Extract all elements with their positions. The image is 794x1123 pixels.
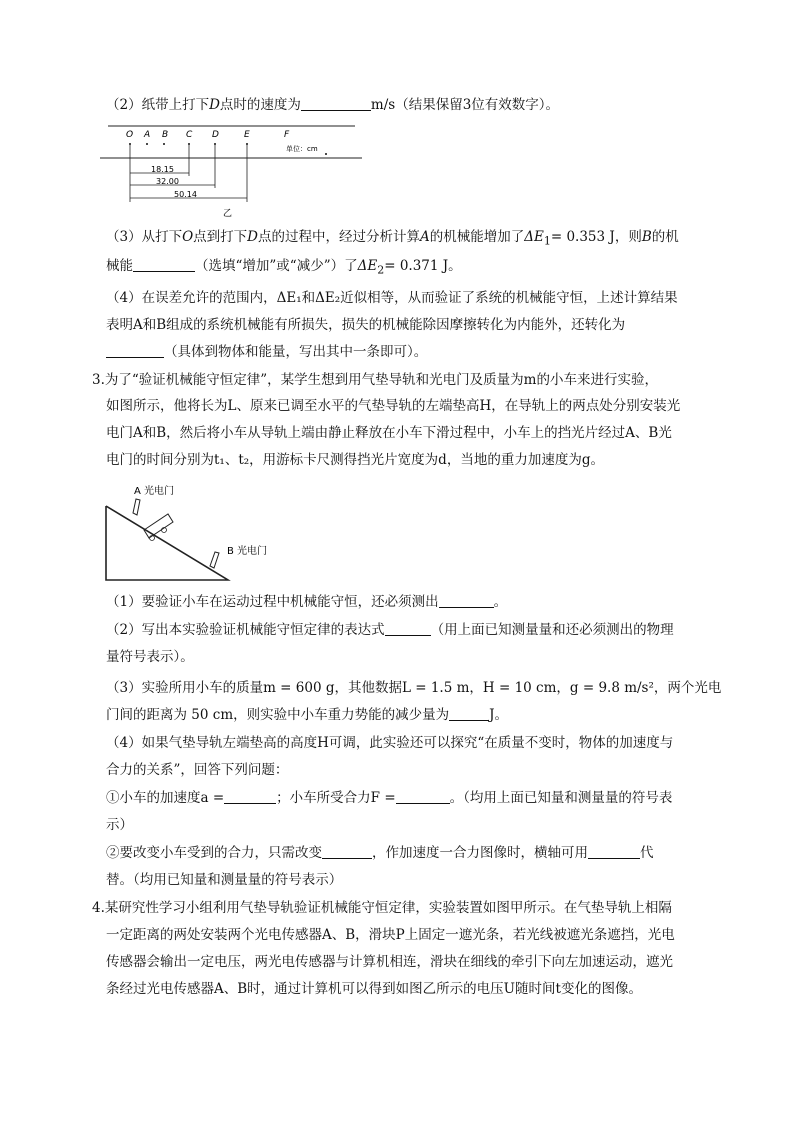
text: = 0.371 J。 <box>384 258 462 274</box>
incline-figure <box>100 480 300 585</box>
q2-part4-line2: 表明A和B组成的系统机械能有所损失，损失的机械能除因摩擦转化为内能外，还转化为 <box>106 317 626 333</box>
text: ②要改变小车受到的合力，只需改变 <box>106 845 322 861</box>
text: J。 <box>489 707 509 723</box>
q3-line2: 如图所示，他将长为L、原来已调至水平的气垫导轨的左端垫高H，在导轨上的两点处分别安装光 <box>106 398 681 414</box>
q3-line1: 3.为了“验证机械能守恒定律”，某学生想到用气垫导轨和光电门及质量为m的小车来进行实验， <box>92 372 658 388</box>
q3-line3: 电门A和B，然后将小车从导轨上端由静止释放在小车下滑过程中，小车上的挡光片经过A、B光 <box>106 425 672 441</box>
text: = 0.353 J，则 <box>550 229 642 245</box>
answer-blank-force[interactable] <box>396 789 450 804</box>
answer-blank-velocity[interactable] <box>301 96 371 111</box>
var: ΔE <box>524 229 544 245</box>
tape-point-e: E <box>244 130 250 140</box>
answer-blank-q3-2[interactable] <box>385 621 431 636</box>
var: ΔE <box>357 258 378 274</box>
text: （2）纸带上打下 <box>106 97 210 113</box>
tape-point-o: O <box>126 130 134 140</box>
answer-blank-energy-change[interactable] <box>133 257 195 272</box>
q3-sub4-item1-cont: 示） <box>106 817 133 833</box>
var: B <box>641 229 652 245</box>
q2-part4-line1: （4）在误差允许的范围内，ΔE₁和ΔE₂近似相等，从而验证了系统的机械能守恒，上述计算结果 <box>106 290 678 306</box>
q3-sub4-item2 <box>106 844 706 862</box>
text: 的机械能增加了 <box>429 229 525 245</box>
q3-sub4-item2-cont: 替。（均用已知量和测量量的符号表示） <box>106 872 343 888</box>
text: ①小车的加速度a = <box>106 790 225 806</box>
q3-line4: 电门的时间分别为t₁、t₂，用游标卡尺测得挡光片宽度为d，当地的重力加速度为g。 <box>106 452 604 468</box>
text: 门间的距离为 50 cm，则实验中小车重力势能的减少量为 <box>106 707 450 723</box>
q3-sub4: （4）如果气垫导轨左端垫高的高度H可调，此实验还可以探究“在质量不变时，物体的加速度与 <box>106 735 674 751</box>
q3-sub4-item1 <box>106 789 706 807</box>
q2-part4-line3 <box>106 343 706 361</box>
text: （用上面已知测量量和还必须测出的物理 <box>430 622 674 638</box>
text: ，作加速度一合力图像时，横轴可用 <box>372 845 588 861</box>
q2-part2-line <box>106 96 706 114</box>
q4-line4: 条经过光电传感器A、B时，通过计算机可以得到如图乙所示的电压U随时间t变化的图像。 <box>106 981 642 997</box>
point-d: D <box>209 97 220 113</box>
text: 。（均用上面已知量和测量量的符号表 <box>449 790 673 806</box>
q3-sub3-cont <box>106 706 706 724</box>
var: D <box>247 229 258 245</box>
q3-sub2-cont: 量符号表示）。 <box>106 649 194 665</box>
distance-oc: 18.15 <box>151 165 174 174</box>
answer-blank-acceleration[interactable] <box>224 789 276 804</box>
q4-line2: 一定距离的两处安装两个光电传感器A、B，滑块P上固定一遮光条，若光线被遮光条遮挡，光电 <box>106 927 675 943</box>
q4-line1: 4.某研究性学习小组利用气垫导轨验证机械能守恒定律，实验装置如图甲所示。在气垫导轨上相隔 <box>92 900 672 916</box>
unit-text: m/s（结果保留3位有效数字）。 <box>370 97 560 113</box>
tape-point-c: C <box>186 130 193 140</box>
text: ；小车所受合力F = <box>276 790 396 806</box>
text: 的机 <box>651 229 679 245</box>
paper-tape-figure <box>100 120 370 220</box>
text: 点到打下 <box>193 229 248 245</box>
photogate-a-label: A 光电门 <box>134 486 175 497</box>
q4-line3: 传感器会输出一定电压，两光电传感器与计算机相连，滑块在细线的牵引下向左加速运动，遮光 <box>106 954 673 970</box>
var: O <box>182 229 194 245</box>
distance-oe: 50.14 <box>174 190 197 199</box>
q3-sub1 <box>106 593 706 611</box>
answer-blank-change-var[interactable] <box>322 844 372 859</box>
answer-blank-axis-var[interactable] <box>588 844 640 859</box>
distance-od: 32.00 <box>156 177 179 186</box>
q2-part3-line2 <box>106 257 706 280</box>
text: （具体到物体和能量，写出其中一条即可）。 <box>164 344 428 360</box>
answer-blank-q3-1[interactable] <box>439 593 494 608</box>
var: A <box>420 229 430 245</box>
sub: 2 <box>377 263 385 277</box>
text: 。 <box>493 594 508 610</box>
q2-part3-line1 <box>106 228 706 251</box>
text: 械能 <box>106 258 133 274</box>
text: （1）要验证小车在运动过程中机械能守恒，还必须测出 <box>106 594 439 610</box>
sub: 1 <box>543 234 551 248</box>
tape-point-b: B <box>162 130 169 140</box>
q3-sub3: （3）实验所用小车的质量m = 600 g，其他数据L = 1.5 m，H = 10 cm，g = 9.8 m/s²，两个光电 <box>106 680 722 696</box>
text: （2）写出本实验验证机械能守恒定律的表达式 <box>106 622 385 638</box>
text: （选填“增加”或“减少”）了 <box>195 258 358 274</box>
photogate-b-label: B 光电门 <box>227 546 268 557</box>
answer-blank-q3-3[interactable] <box>449 706 489 721</box>
tape-point-a: A <box>144 130 151 140</box>
tape-point-d: D <box>212 130 219 140</box>
figure-label-yi: 乙 <box>223 209 233 219</box>
text: 代 <box>640 845 654 861</box>
tape-unit-label: 单位：cm <box>286 145 318 153</box>
q3-sub4-cont: 合力的关系”，回答下列问题： <box>106 762 289 778</box>
text: 点的过程中，经过分析计算 <box>258 229 420 245</box>
text: 点时的速度为 <box>219 97 301 113</box>
q3-sub2 <box>106 621 706 639</box>
tape-point-f: F <box>284 130 290 140</box>
answer-blank-energy-form[interactable] <box>106 343 164 358</box>
text: （3）从打下 <box>106 229 183 245</box>
